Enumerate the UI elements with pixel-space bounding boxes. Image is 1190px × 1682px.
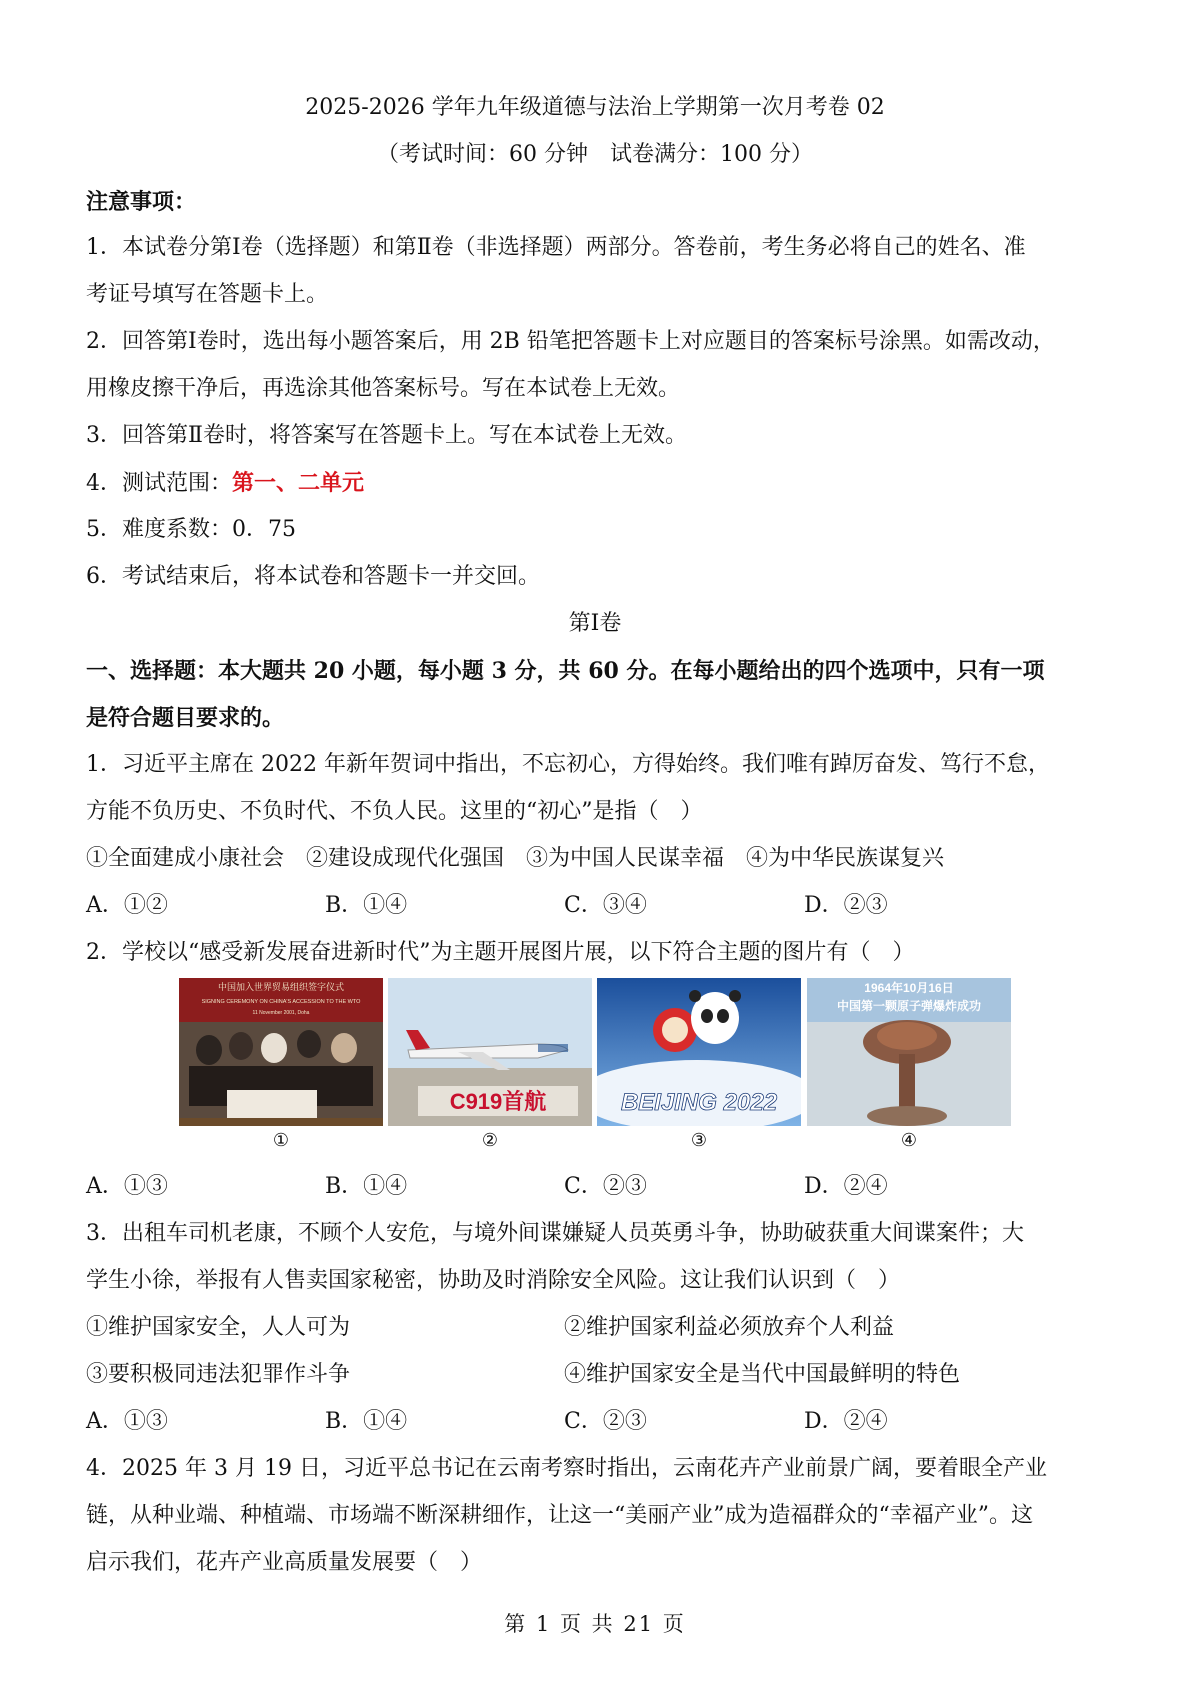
- page-footer: 第 1 页 共 21 页: [504, 1612, 686, 1636]
- q2-photo-strip: [179, 978, 1011, 1128]
- q2-option-a: A．①③: [86, 1174, 168, 1199]
- section-heading-cont: 是符合题目要求的。: [86, 705, 285, 731]
- q1-stem: 1．习近平主席在 2022 年新年贺词中指出，不忘初心，方得始终。我们唯有踔厉奋发、笃行不怠，: [86, 752, 1050, 777]
- photo-label-2: ②: [481, 1130, 499, 1151]
- notice-scope: [86, 468, 364, 499]
- q3-item: ②维护国家利益必须放弃个人利益: [564, 1315, 895, 1340]
- notice-heading: 注意事项：: [86, 189, 197, 215]
- q3-item: ①维护国家安全，人人可为: [86, 1315, 351, 1340]
- photo4-caption-date: 1964年10月16日: [864, 981, 954, 995]
- q1-option-b: B．①④: [325, 893, 408, 918]
- q1-items: ①全面建成小康社会 ②建设成现代化强国 ③为中国人民谋幸福 ④为中华民族谋复兴: [86, 846, 945, 871]
- scope-label: 4．测试范围：: [86, 471, 232, 496]
- q2-option-d: D．②④: [804, 1174, 888, 1199]
- q4-stem: 4．2025 年 3 月 19 日，习近平总书记在云南考察时指出，云南花卉产业前景广阔，要着眼全产业: [86, 1456, 1047, 1481]
- notice-line: 考证号填写在答题卡上。: [86, 282, 329, 307]
- photo1-caption-en: SIGNING CEREMONY ON CHINA'S ACCESSION TO THE WTO: [201, 999, 361, 1005]
- q3-item: ④维护国家安全是当代中国最鲜明的特色: [564, 1362, 961, 1387]
- notice-line: 3．回答第Ⅱ卷时，将答案写在答题卡上。写在本试卷上无效。: [86, 423, 687, 448]
- photo-label-1: ①: [272, 1130, 290, 1151]
- atomic-bomb-test-photo: [807, 978, 1011, 1126]
- q1-option-c: C．③④: [564, 893, 647, 918]
- q1-stem-cont: 方能不负历史、不负时代、不负人民。这里的“初心”是指（ ）: [86, 799, 703, 824]
- photo2-caption: C919首航: [449, 1089, 547, 1114]
- photo-label-4: ④: [900, 1130, 918, 1151]
- exam-title: 2025-2026 学年九年级道德与法治上学期第一次月考卷 02: [305, 95, 885, 120]
- q2-option-b: B．①④: [325, 1174, 408, 1199]
- q4-stem-cont: 启示我们，花卉产业高质量发展要（ ）: [86, 1550, 483, 1575]
- notice-line: 2．回答第Ⅰ卷时，选出每小题答案后，用 2B 铅笔把答题卡上对应题目的答案标号涂黑。如需改动，: [86, 329, 1055, 354]
- q4-stem-cont: 链，从种业端、种植端、市场端不断深耕细作，让这一“美丽产业”成为造福群众的“幸福产业”。这: [86, 1503, 1033, 1528]
- q2-option-c: C．②③: [564, 1174, 647, 1199]
- notice-line: 用橡皮擦干净后，再选涂其他答案标号。写在本试卷上无效。: [86, 376, 681, 401]
- photo1-caption-cn: 中国加入世界贸易组织签字仪式: [217, 982, 345, 992]
- q3-option-a: A．①③: [86, 1409, 168, 1434]
- photo4-caption-text: 中国第一颗原子弹爆炸成功: [836, 999, 982, 1013]
- q3-option-d: D．②④: [804, 1409, 888, 1434]
- q1-option-a: A．①②: [86, 893, 168, 918]
- q3-option-b: B．①④: [325, 1409, 408, 1434]
- scope-value: 第一、二单元: [232, 470, 365, 496]
- notice-line: 6．考试结束后，将本试卷和答题卡一并交回。: [86, 564, 540, 589]
- beijing-2022-mascots-photo: [597, 978, 801, 1126]
- q3-item: ③要积极同违法犯罪作斗争: [86, 1362, 351, 1387]
- q3-option-c: C．②③: [564, 1409, 647, 1434]
- q3-stem-cont: 学生小徐，举报有人售卖国家秘密，协助及时消除安全风险。这让我们认识到（ ）: [86, 1268, 901, 1293]
- q2-stem: 2．学校以“感受新发展奋进新时代”为主题开展图片展，以下符合主题的图片有（ ）: [86, 940, 915, 965]
- volume-heading: 第Ⅰ卷: [568, 611, 622, 636]
- exam-subtitle: （考试时间：60 分钟 试卷满分：100 分）: [377, 142, 813, 167]
- photo3-caption: BEIJING 2022: [620, 1089, 778, 1116]
- notice-line: 1．本试卷分第Ⅰ卷（选择题）和第Ⅱ卷（非选择题）两部分。答卷前，考生务必将自己的姓名、准: [86, 235, 1026, 260]
- c919-first-flight-photo: [388, 978, 592, 1126]
- wto-signing-photo: [179, 978, 383, 1126]
- notice-difficulty: 5．难度系数：0．75: [86, 517, 296, 542]
- photo1-caption-date: 11 November 2001, Doha: [252, 1010, 310, 1016]
- photo-label-3: ③: [690, 1130, 708, 1151]
- section-heading: 一、选择题：本大题共 20 小题，每小题 3 分，共 60 分。在每小题给出的四个选项中，只有一项: [86, 658, 1045, 684]
- q3-stem: 3．出租车司机老康，不顾个人安危，与境外间谍嫌疑人员英勇斗争，协助破获重大间谍案件；大: [86, 1221, 1025, 1246]
- q1-option-d: D．②③: [804, 893, 888, 918]
